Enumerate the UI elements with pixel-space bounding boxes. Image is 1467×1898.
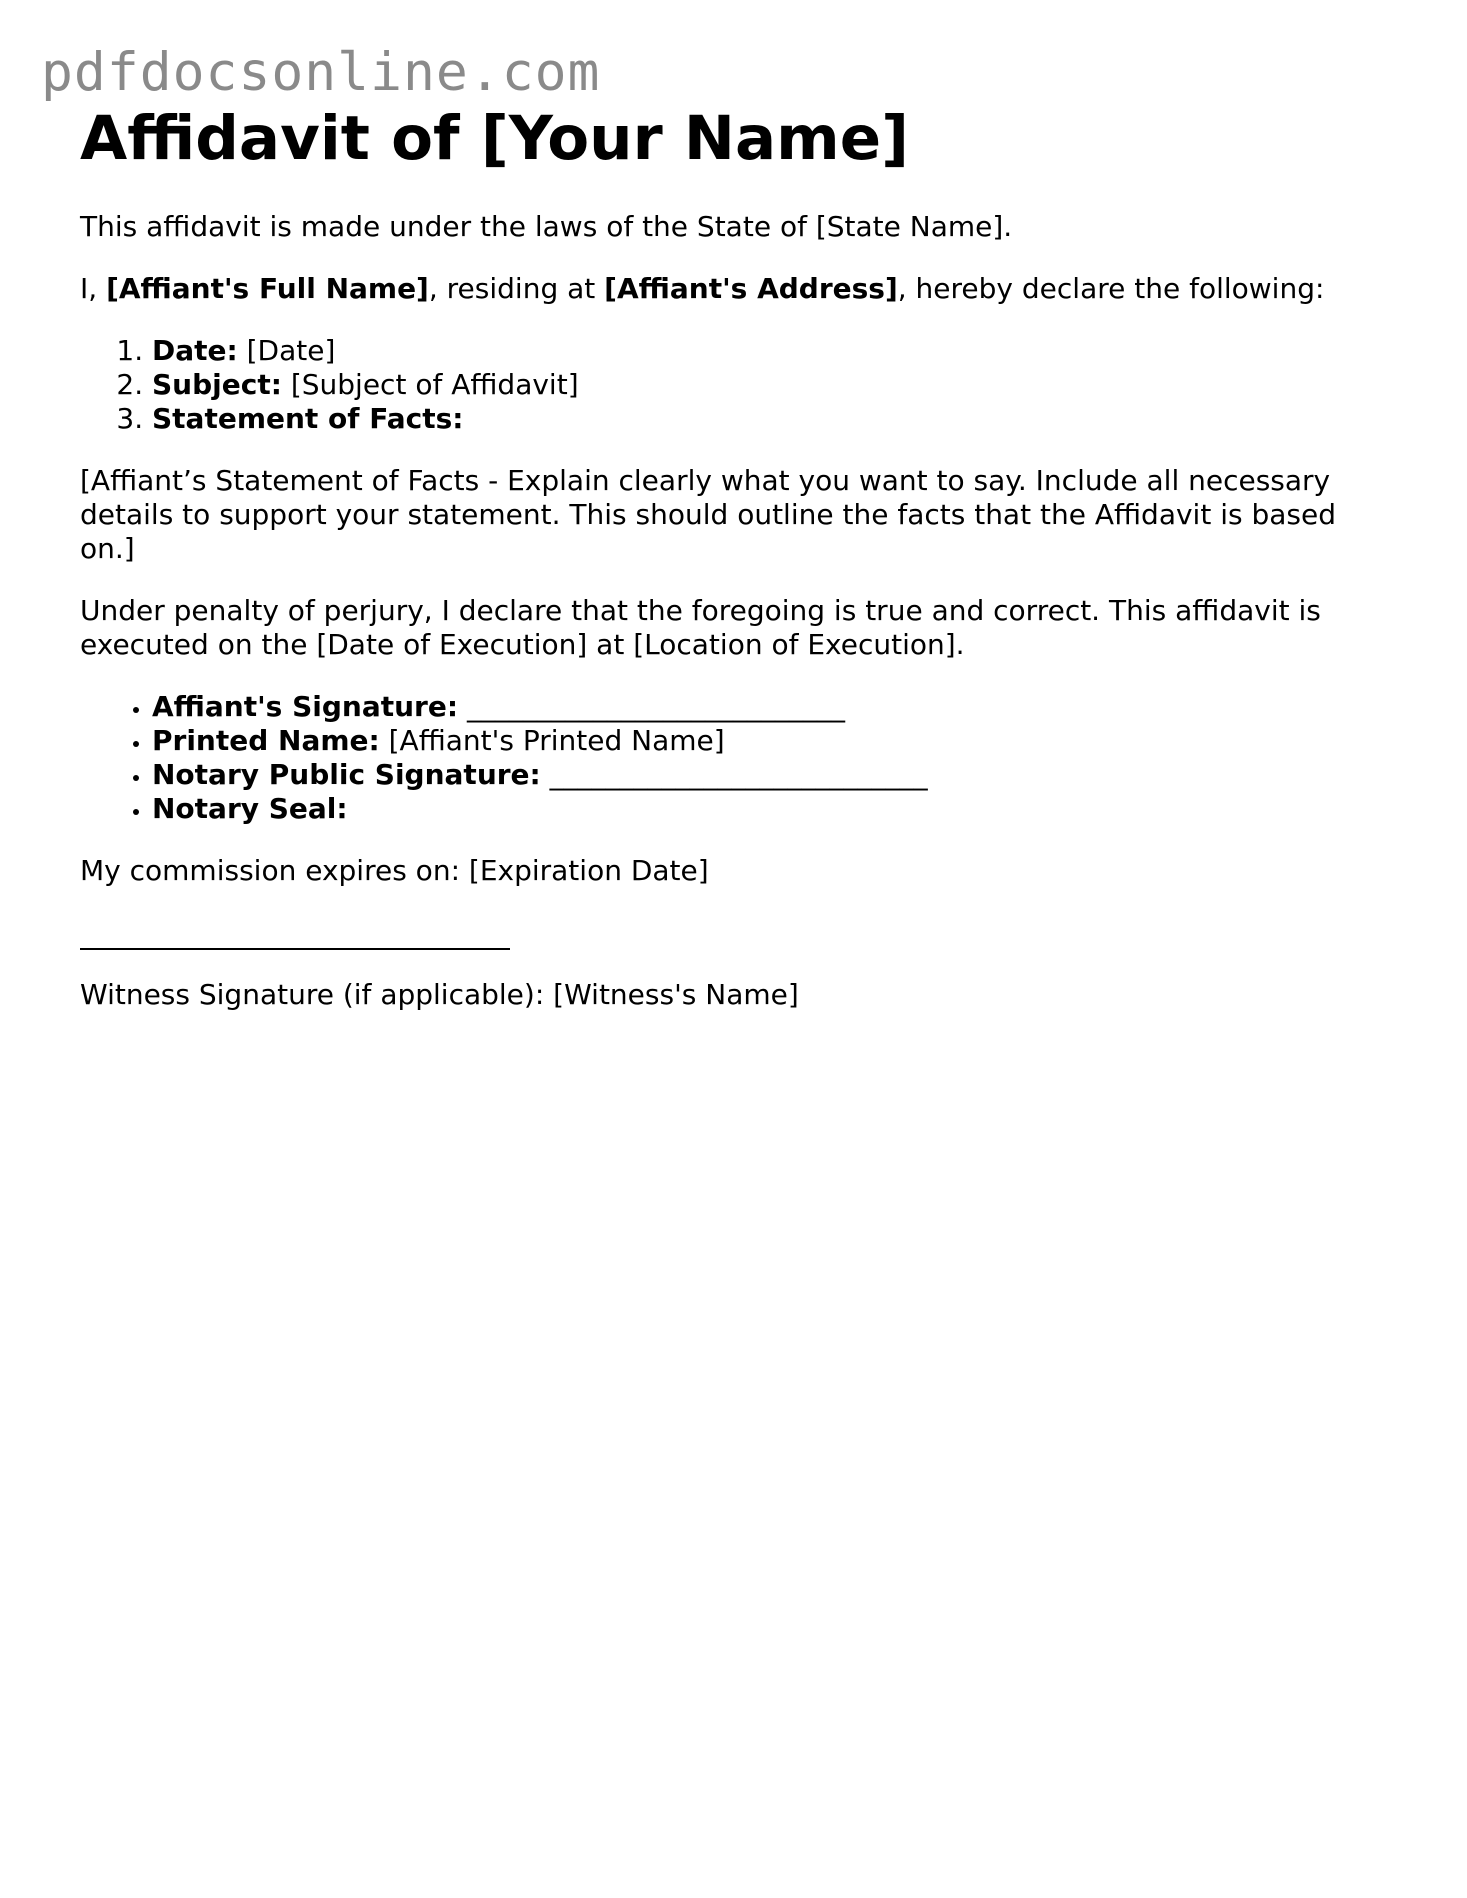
statement-of-facts-paragraph: [Affiant’s Statement of Facts - Explain clearly what you want to say. Include all necessary details to support your statement. This should outline the facts that the Affidavit is based on.] <box>80 464 1336 565</box>
list-item-statement <box>152 402 1360 436</box>
item-label: Printed Name: <box>152 724 380 757</box>
perjury-paragraph: Under penalty of perjury, I declare that the foregoing is true and correct. This affidavit is executed on the [Date of Execution] at [Location of Execution]. <box>80 594 1321 661</box>
item-label: Subject: <box>152 368 282 401</box>
list-item-printed-name <box>152 724 1360 758</box>
list-item-notary-seal <box>152 792 1360 826</box>
signature-list <box>80 690 1360 826</box>
list-item-date <box>152 334 1360 368</box>
item-value: ___________________________ <box>540 758 928 791</box>
intro-paragraph: This affidavit is made under the laws of the State of [State Name]. <box>80 210 1013 243</box>
list-item-affiant-signature <box>152 690 1360 724</box>
affiant-address-placeholder: [Affiant's Address] <box>604 272 898 305</box>
list-item-notary-signature <box>152 758 1360 792</box>
item-label: Affiant's Signature: <box>152 690 459 723</box>
declaration-paragraph <box>80 272 1360 306</box>
list-item-subject <box>152 368 1360 402</box>
declaration-middle: , residing at <box>428 272 605 305</box>
item-value: [Date] <box>237 334 336 367</box>
declaration-prefix: I, <box>80 272 107 305</box>
item-label: Date: <box>152 334 238 367</box>
numbered-list <box>80 334 1360 436</box>
item-label: Statement of Facts: <box>152 402 464 435</box>
document-body <box>80 210 1360 1040</box>
witness-signature-line <box>80 916 510 950</box>
declaration-suffix: , hereby declare the following: <box>897 272 1325 305</box>
item-label: Notary Public Signature: <box>152 758 541 791</box>
item-value: ___________________________ <box>458 690 845 723</box>
watermark: pdfdocsonline.com <box>41 42 601 103</box>
item-label: Notary Seal: <box>152 792 348 825</box>
affiant-name-placeholder: [Affiant's Full Name] <box>106 272 429 305</box>
document-title: Affidavit of [Your Name] <box>80 103 909 174</box>
witness-paragraph: Witness Signature (if applicable): [Witness's Name] <box>80 978 799 1011</box>
item-value: [Subject of Affidavit] <box>281 368 579 401</box>
commission-paragraph: My commission expires on: [Expiration Date] <box>80 854 709 887</box>
item-value: [Affiant's Printed Name] <box>379 724 725 757</box>
